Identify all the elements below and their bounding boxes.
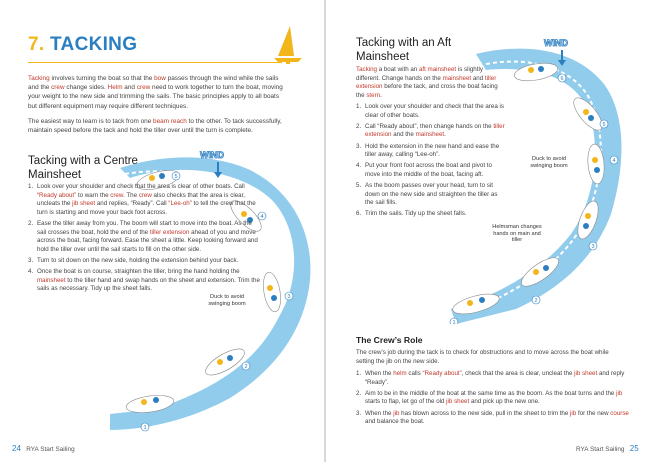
page-number-left: 24 xyxy=(12,444,21,453)
aft-marker-5: 5 xyxy=(602,122,606,128)
text-run: When the xyxy=(365,409,394,417)
highlight-term: mainsheet xyxy=(37,276,66,284)
text-run: ahead of you and move across the boat, facing forward. Ease the sheet a little. Keep looking forward and hold the tiller over until the sail starts to fill on the other side. xyxy=(37,228,258,253)
text-run: Turn to sit down on the new side, holding the extension behind your back. xyxy=(37,256,239,264)
highlight-term: tiller extension xyxy=(149,228,190,236)
highlight-term: tiller extension xyxy=(356,74,497,91)
text-run: involves turning the boat so that the xyxy=(49,75,155,82)
text-run: Trim the sails. Tidy up the sheet falls. xyxy=(365,210,467,218)
step-item xyxy=(356,182,506,208)
highlight-term: jib xyxy=(393,409,400,417)
marker-3: 3 xyxy=(287,294,291,300)
text-run: Look over your shoulder and check that the area is clear of other boats. xyxy=(365,102,504,119)
aft-marker-3: 3 xyxy=(591,244,595,250)
highlight-term: “Ready about” xyxy=(422,370,462,377)
highlight-term: jib xyxy=(616,389,623,397)
text-run: Look over your shoulder and check that the area is clear of other boats. Call xyxy=(37,183,245,190)
text-run: Aim to be in the middle of the boat at the same time as the boom. As the boat turns and the xyxy=(365,389,617,397)
text-run: Put your front foot across the boat and pivot to move into the middle of the boat, facing aft. xyxy=(365,162,492,178)
step-item xyxy=(356,210,506,219)
chapter-number: 7. xyxy=(28,34,45,55)
marker-1: 1 xyxy=(143,425,147,431)
wind-label: WIND xyxy=(200,150,224,160)
text-run: has blown across to the new side, pull in the sheet to trim the xyxy=(399,409,571,417)
highlight-term: mainsheet xyxy=(442,74,472,82)
step-item xyxy=(356,370,632,387)
footer-title-right: RYA Start Sailing xyxy=(576,446,625,453)
text-run: and the xyxy=(391,131,416,139)
centre-mainsheet-steps xyxy=(28,183,260,297)
text-run: When the xyxy=(365,370,394,377)
aft-mainsheet-steps xyxy=(356,66,506,222)
text-run: , check that the area is clear, uncleat the xyxy=(461,370,575,377)
crew-role-steps xyxy=(356,370,632,429)
highlight-term: crew xyxy=(110,191,124,199)
text-run: and xyxy=(122,84,137,92)
text-run: and balance the boat. xyxy=(365,418,425,426)
highlight-term: “Lee-oh” xyxy=(168,200,192,208)
page-number-right: 25 xyxy=(629,444,639,453)
highlight-term: jib xyxy=(570,409,577,417)
text-run: Once the boat is on course, straighten the tiller, bring the hand holding the xyxy=(37,268,240,276)
text-run: before the tack, and cross the boat facing the xyxy=(356,83,498,99)
highlight-term: aft mainsheet xyxy=(418,66,457,73)
text-run: to the other. To tack successfully, maintain speed before the tack and hold the tiller over until the turn is complete. xyxy=(28,118,282,135)
step-number: 3. xyxy=(28,256,34,264)
highlight-term: Helm xyxy=(107,84,123,92)
crew-role-title: The Crew’s Role xyxy=(356,335,423,345)
step-number: 2. xyxy=(28,219,34,227)
footer-title-left: RYA Start Sailing xyxy=(26,446,75,453)
highlight-term: jib sheet xyxy=(72,200,96,208)
text-run: and xyxy=(471,74,485,82)
step-item xyxy=(356,143,506,160)
highlight-term: helm xyxy=(393,370,407,377)
text-run: As the boom passes over your head, turn to sit down on the new side and straighten the tiller as the sail fills. xyxy=(365,182,498,207)
step-item xyxy=(28,257,260,266)
step-number: 4. xyxy=(356,162,362,170)
text-run: a boat with an xyxy=(376,66,419,73)
step-item xyxy=(356,410,632,427)
step-number: 4. xyxy=(28,268,34,276)
footer-left xyxy=(12,444,75,453)
text-run: change sides. xyxy=(64,84,108,92)
text-run: and pick up the new one. xyxy=(469,398,540,406)
callout-helmsman-changes: Helmsman changes hands on main and tiller xyxy=(492,224,542,244)
highlight-term: “Ready about” xyxy=(37,191,77,199)
highlight-term: course xyxy=(610,409,629,417)
highlight-term: jib sheet xyxy=(574,370,598,377)
sailboat-icon xyxy=(270,22,306,66)
callout-duck-boom-aft: Duck to avoid swinging boom xyxy=(530,156,568,169)
callout-duck-boom: Duck to avoid swinging boom xyxy=(208,294,246,307)
aft-marker-6: 6 xyxy=(560,76,564,82)
marker-2: 2 xyxy=(244,364,248,370)
step-item xyxy=(28,220,260,254)
chapter-title-text: TACKING xyxy=(50,34,138,55)
step-number: 2. xyxy=(356,122,362,130)
text-run: also checks that the area is clear, uncleats the xyxy=(37,191,246,208)
chapter-rule xyxy=(28,62,282,63)
step-item xyxy=(356,66,506,100)
text-run: to warn the xyxy=(76,191,111,199)
highlight-term: mainsheet xyxy=(415,131,445,139)
step-number: 2. xyxy=(356,389,362,397)
marker-5: 5 xyxy=(174,174,178,180)
text-run: calls xyxy=(406,370,423,377)
text-run: need to work together to turn the boat, moving your weight to the new side and trimming the sails. The basic principles apply to all boats but different equipment may require different techniques. xyxy=(28,84,283,110)
highlight-term: crew xyxy=(51,84,65,92)
step-item xyxy=(28,183,260,217)
text-run: and replies, “Ready”. Call xyxy=(95,200,169,208)
step-number: 1. xyxy=(356,102,362,110)
text-run: to the tiller hand and swap hands on the sheet and extension. Trim the sails as necessary. Tidy up the sheet falls. xyxy=(37,276,260,293)
highlight-term: Tacking xyxy=(356,66,377,73)
intro-paragraph-1 xyxy=(28,74,288,111)
step-number: 1. xyxy=(356,370,362,377)
text-run: is slightly different. Change hands on the xyxy=(356,66,483,82)
footer-right xyxy=(576,444,639,453)
highlight-term: crew xyxy=(138,191,152,199)
step-item xyxy=(28,268,260,294)
text-run: . The xyxy=(123,191,139,199)
text-run: and reply “Ready”. xyxy=(365,370,625,386)
highlight-term: bow xyxy=(154,75,166,82)
text-run: The easiest way to learn is to tack from one xyxy=(28,118,154,125)
right-page xyxy=(326,0,650,462)
aft-marker-2: 2 xyxy=(534,298,538,304)
wind-label-right: WIND xyxy=(544,38,568,48)
crew-role-intro: The crew’s job during the tack is to check for obstructions and to move across the boat while setting the jib on the new side. xyxy=(356,349,609,365)
step-number: 5. xyxy=(356,182,362,190)
step-item xyxy=(356,162,506,179)
aft-marker-1: 1 xyxy=(452,320,456,324)
text-run: Hold the extension in the new hand and ease the tiller away, calling “Lee-oh”. xyxy=(365,142,500,159)
highlight-term: beam reach xyxy=(153,118,187,125)
step-number: 6. xyxy=(356,210,362,218)
step-number: 1. xyxy=(28,183,34,190)
section-title-aft-mainsheet: Tacking with an Aft Mainsheet xyxy=(356,37,452,63)
text-run: for the new xyxy=(576,409,611,417)
left-page xyxy=(0,0,324,462)
text-run: Ease the tiller away from you. The boom will start to move into the boat. As the sail crosses the boat, hold the end of the xyxy=(37,219,252,236)
aft-marker-4: 4 xyxy=(612,158,616,164)
text-run: . xyxy=(444,131,446,139)
intro-paragraph-2 xyxy=(28,117,288,135)
step-number: 3. xyxy=(356,142,362,150)
step-item xyxy=(356,103,506,120)
text-run: to tell the crew that the turn is starting and move your back foot across. xyxy=(37,200,256,216)
text-run: starts to flap, let go of the old xyxy=(365,398,447,406)
boat-position-3 xyxy=(261,271,284,313)
highlight-term: tiller extension xyxy=(365,122,505,139)
highlight-term: stern xyxy=(366,91,381,99)
text-run: passes through the wind while the sails and the xyxy=(28,75,279,92)
text-run: . xyxy=(380,91,382,99)
step-number: 3. xyxy=(356,409,362,417)
chapter-title xyxy=(28,34,137,56)
highlight-term: crew xyxy=(136,84,151,92)
text-run: Call “Ready about”, then change hands on the xyxy=(365,122,494,130)
step-item xyxy=(356,123,506,140)
step-item xyxy=(356,390,632,407)
highlight-term: jib sheet xyxy=(446,398,470,406)
section-title-centre-mainsheet: Tacking with a Centre Mainsheet xyxy=(28,155,138,181)
marker-4: 4 xyxy=(260,214,264,220)
highlight-term: Tacking xyxy=(28,75,50,82)
